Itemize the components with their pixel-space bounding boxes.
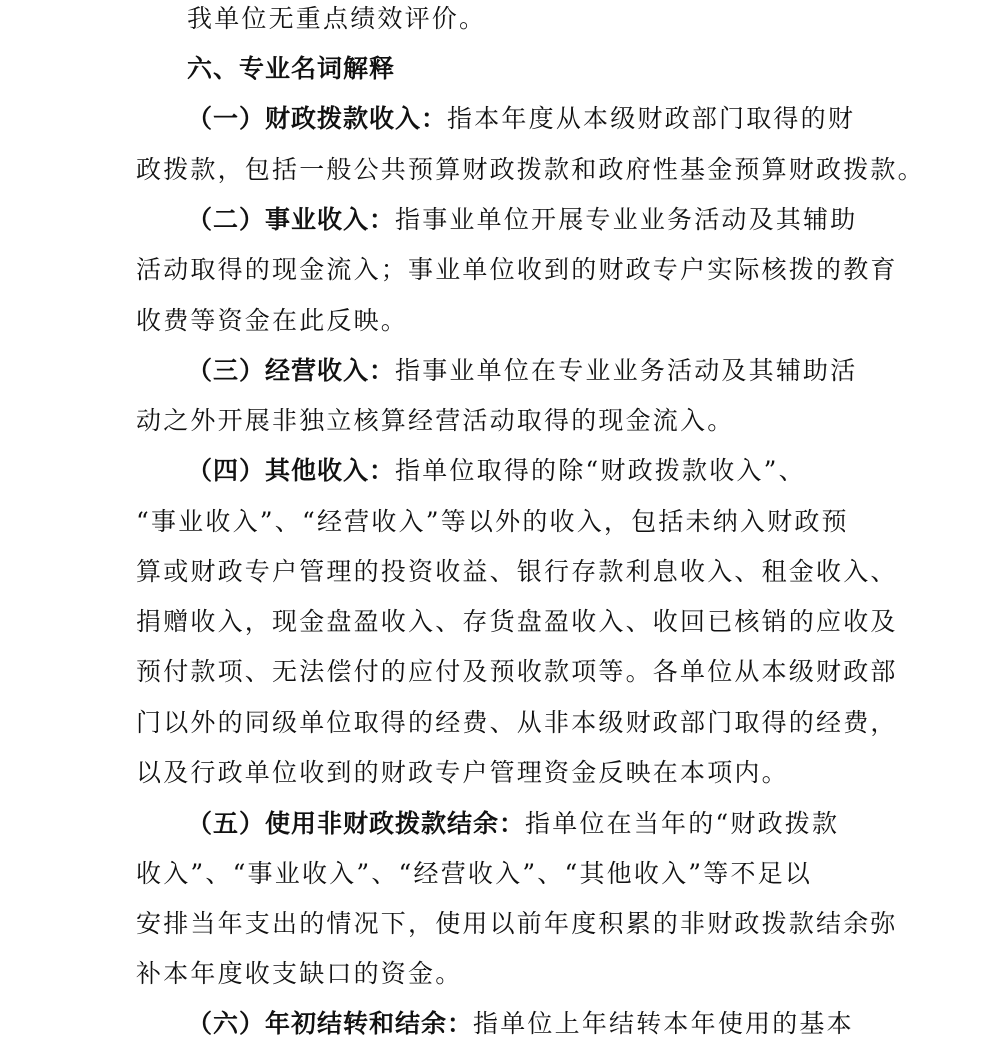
section-heading: 六、专业名词解释 bbox=[187, 54, 396, 83]
definition-first-line bbox=[187, 355, 857, 387]
definition-first-line bbox=[187, 1008, 854, 1040]
definition-continuation-line: 补本年度收支缺口的资金。 bbox=[136, 959, 463, 988]
definition-continuation-line: 以及行政单位收到的财政专户管理资金反映在本项内。 bbox=[136, 758, 789, 787]
definition-term: （四）其他收入： bbox=[187, 456, 396, 485]
definition-text: 指事业单位在专业业务活动及其辅助活 bbox=[395, 356, 858, 385]
definition-term: （五）使用非财政拨款结余： bbox=[187, 809, 526, 838]
definition-text: 指单位在当年的“财政拨款 bbox=[525, 809, 840, 838]
definition-first-line bbox=[187, 455, 806, 487]
definition-term: （一）财政拨款收入： bbox=[187, 104, 448, 133]
body-text-line: 我单位无重点绩效评价。 bbox=[187, 4, 487, 33]
definition-term: （三）经营收入： bbox=[187, 356, 396, 385]
definition-continuation-line: 活动取得的现金流入；事业单位收到的财政专户实际核拨的教育 bbox=[136, 255, 898, 284]
definition-continuation-line: 预付款项、无法偿付的应付及预收款项等。各单位从本级财政部 bbox=[136, 657, 898, 686]
definition-continuation-line: 收费等资金在此反映。 bbox=[136, 306, 409, 335]
definition-text: 指单位取得的除“财政拨款收入”、 bbox=[395, 456, 806, 485]
definition-term: （六）年初结转和结余： bbox=[187, 1009, 474, 1038]
definition-continuation-line: 捐赠收入，现金盘盈收入、存货盘盈收入、收回已核销的应收及 bbox=[136, 607, 898, 636]
definition-continuation-line: 门以外的同级单位取得的经费、从非本级财政部门取得的经费， bbox=[136, 708, 898, 737]
definition-continuation-line: 政拨款，包括一般公共预算财政拨款和政府性基金预算财政拨款。 bbox=[136, 155, 925, 184]
definition-text: 指单位上年结转本年使用的基本 bbox=[473, 1009, 854, 1038]
definition-continuation-line: 动之外开展非独立核算经营活动取得的现金流入。 bbox=[136, 406, 735, 435]
definition-continuation-line: “事业收入”、“经营收入”等以外的收入，包括未纳入财政预 bbox=[136, 507, 849, 536]
definition-first-line bbox=[187, 808, 839, 840]
definition-text: 指本年度从本级财政部门取得的财 bbox=[447, 104, 856, 133]
definition-continuation-line: 安排当年支出的情况下，使用以前年度积累的非财政拨款结余弥 bbox=[136, 909, 898, 938]
definition-first-line bbox=[187, 103, 855, 135]
definition-continuation-line: 算或财政专户管理的投资收益、银行存款利息收入、租金收入、 bbox=[136, 557, 898, 586]
definition-continuation-line: 收入”、“事业收入”、“经营收入”、“其他收入”等不足以 bbox=[136, 859, 813, 888]
definition-text: 指事业单位开展专业业务活动及其辅助 bbox=[395, 205, 858, 234]
definition-term: （二）事业收入： bbox=[187, 205, 396, 234]
definition-first-line bbox=[187, 204, 857, 236]
